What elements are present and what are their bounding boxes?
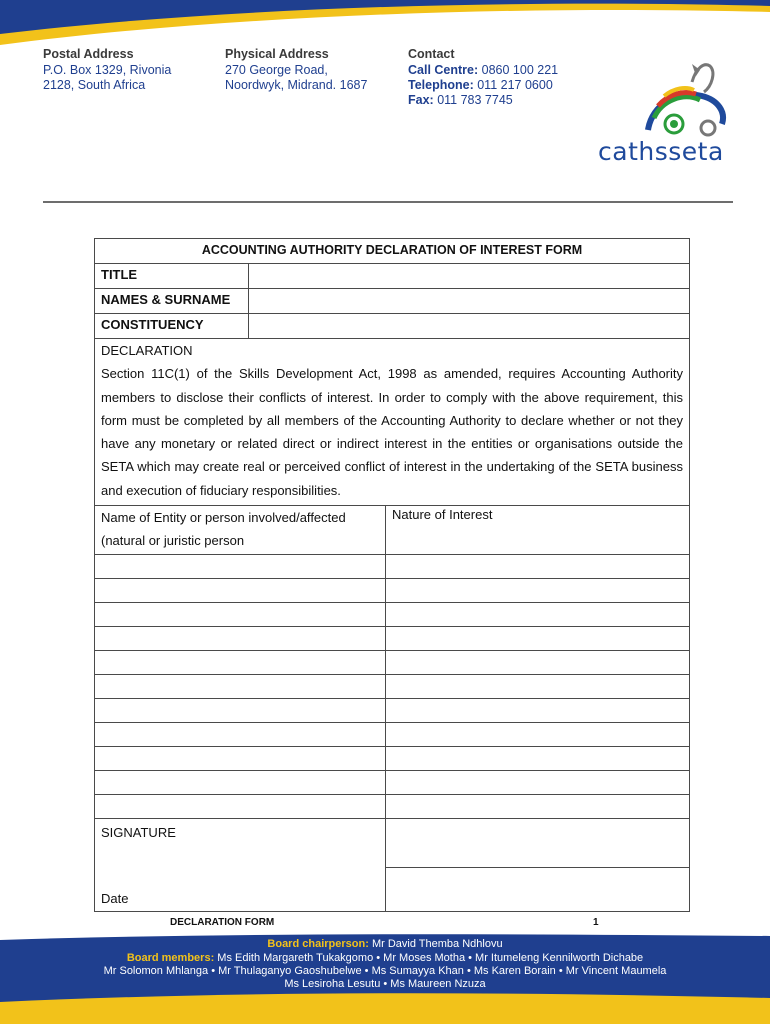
field-label-names: NAMES & SURNAME [95, 289, 249, 313]
entity-column-header [95, 506, 386, 554]
members-line-3: Ms Lesiroha Lesutu • Ms Maureen Nzuza [284, 978, 486, 990]
postal-heading: Postal Address [43, 47, 134, 61]
nature-cell[interactable] [386, 723, 689, 746]
board-chair-line [0, 938, 770, 950]
table-row [95, 747, 689, 771]
tel-label: Telephone: [408, 78, 474, 92]
signature-label: SIGNATURE [101, 825, 176, 841]
constituency-field[interactable] [249, 314, 689, 338]
table-row [95, 699, 689, 723]
names-surname-field[interactable] [249, 289, 689, 313]
table-row [95, 579, 689, 603]
postal-address [43, 47, 171, 93]
nature-cell[interactable] [386, 795, 689, 818]
field-row-names [95, 289, 689, 314]
field-row-title [95, 264, 689, 289]
field-row-constituency [95, 314, 689, 339]
chair-label: Board chairperson: [267, 938, 369, 950]
entity-cell[interactable] [95, 771, 386, 794]
physical-line-2: Noordwyk, Midrand. 1687 [225, 78, 368, 92]
board-members-line-1 [0, 952, 770, 964]
nature-cell[interactable] [386, 603, 689, 626]
declaration-text: Section 11C(1) of the Skills Development Act, 1998 as amended, requires Accounting Authority members to disclose their conflicts of interest. In order to comply with the above requirement, this form must be completed by all members of the Accounting Authority to declare whether or not they have any monetary or related direct or indirect interest in the entities or organisations outside the SETA which may create real or perceived conflict of interest in the undertaking of the SETA business and execution of fiduciary responsibilities. [101, 366, 683, 498]
nature-cell[interactable] [386, 627, 689, 650]
members-line-2: Mr Solomon Mhlanga • Mr Thulaganyo Gaoshubelwe • Ms Sumayya Khan • Ms Karen Borain • Mr Vincent Maumela [103, 965, 667, 977]
field-label-title: TITLE [95, 264, 249, 288]
table-row [95, 675, 689, 699]
contact-block [408, 47, 558, 108]
entity-cell[interactable] [95, 675, 386, 698]
call-value: 0860 100 221 [481, 63, 559, 77]
table-row [95, 627, 689, 651]
call-label: Call Centre: [408, 63, 479, 77]
physical-line-1: 270 George Road, [225, 63, 328, 77]
entity-header-line-1: Name of Entity or person involved/affected [101, 510, 346, 526]
nature-cell[interactable] [386, 675, 689, 698]
declaration-form [94, 238, 690, 912]
entity-cell[interactable] [95, 795, 386, 818]
signature-field[interactable] [386, 819, 689, 868]
nature-column-header: Nature of Interest [392, 507, 493, 523]
logo-text: cathsseta [598, 137, 724, 166]
nature-cell[interactable] [386, 747, 689, 770]
chair-name: Mr David Themba Ndhlovu [371, 938, 503, 950]
title-field[interactable] [249, 264, 689, 288]
postal-line-1: P.O. Box 1329, Rivonia [43, 63, 172, 77]
entity-cell[interactable] [95, 699, 386, 722]
table-row [95, 723, 689, 747]
interest-table-header [95, 506, 689, 555]
contact-heading: Contact [408, 47, 455, 61]
signature-labels [95, 819, 386, 911]
nature-cell[interactable] [386, 579, 689, 602]
declaration-section [95, 339, 689, 506]
nature-cell[interactable] [386, 699, 689, 722]
page-number: 1 [593, 917, 599, 928]
signature-inputs [386, 819, 689, 911]
entity-cell[interactable] [95, 723, 386, 746]
fax-label: Fax: [408, 93, 434, 107]
nature-cell[interactable] [386, 651, 689, 674]
declaration-title: DECLARATION [101, 343, 193, 358]
field-label-constituency: CONSTITUENCY [95, 314, 249, 338]
date-field[interactable] [386, 868, 689, 911]
entity-cell[interactable] [95, 651, 386, 674]
physical-address [225, 47, 367, 93]
tel-value: 011 217 0600 [477, 78, 553, 92]
table-row [95, 795, 689, 819]
table-row [95, 651, 689, 675]
members-line-1: Ms Edith Margareth Tukakgomo • Mr Moses Motha • Mr Itumeleng Kennilworth Dichabe [217, 952, 644, 964]
signature-section [95, 819, 689, 911]
nature-cell[interactable] [386, 771, 689, 794]
footer-form-name: DECLARATION FORM [170, 917, 275, 928]
table-row [95, 603, 689, 627]
nature-cell[interactable] [386, 555, 689, 578]
table-row [95, 771, 689, 795]
date-label: Date [101, 891, 129, 907]
entity-header-line-2: (natural or juristic person [101, 533, 245, 549]
form-title: ACCOUNTING AUTHORITY DECLARATION OF INTEREST FORM [95, 239, 689, 264]
fax-value: 011 783 7745 [437, 93, 513, 107]
table-row [95, 555, 689, 579]
entity-cell[interactable] [95, 579, 386, 602]
entity-cell[interactable] [95, 555, 386, 578]
entity-cell[interactable] [95, 627, 386, 650]
physical-heading: Physical Address [225, 47, 329, 61]
entity-cell[interactable] [95, 747, 386, 770]
header-divider [43, 201, 733, 203]
postal-line-2: 2128, South Africa [43, 78, 146, 92]
members-label: Board members: [126, 952, 215, 964]
entity-cell[interactable] [95, 603, 386, 626]
